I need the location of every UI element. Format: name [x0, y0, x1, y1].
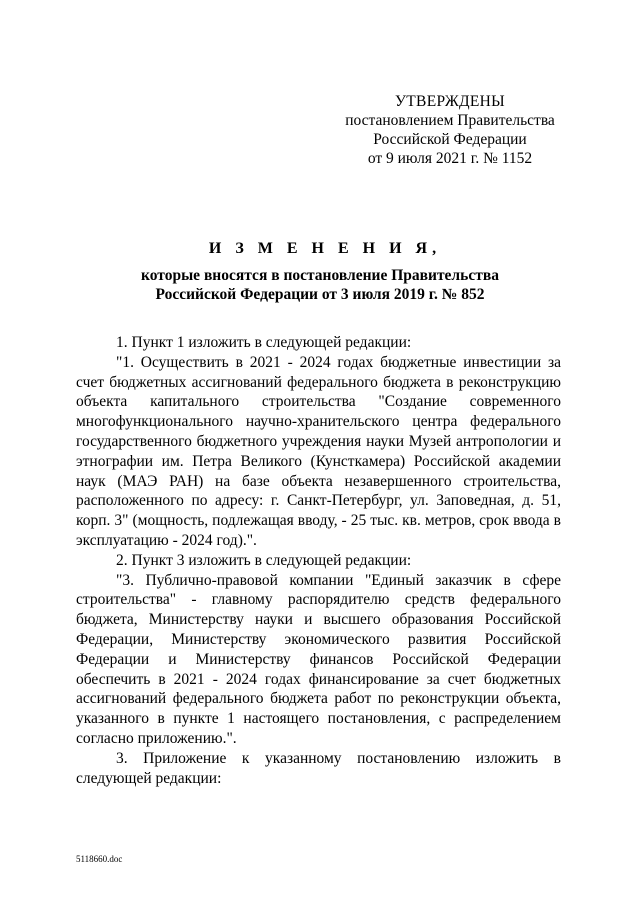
- approval-line-3: от 9 июля 2021 г. № 1152: [367, 150, 533, 167]
- paragraph: 1. Пункт 1 изложить в следующей редакции:: [116, 334, 412, 351]
- approval-block: [330, 92, 570, 168]
- approval-line-1: постановлением Правительства: [345, 112, 555, 129]
- document-heading: [0, 238, 640, 304]
- document-body: [76, 333, 561, 788]
- approval-title: УТВЕРЖДЕНЫ: [395, 93, 505, 110]
- paragraph: "1. Осуществить в 2021 - 2024 годах бюджетные инвестиции за счет бюджетных ассигнований федерального бюджета в реконструкцию объекта капитального строительства "Создание современного многофункционального научно-хранительского центра федерального государственного бюджетного учреждения науки Музей антропологии и этнографии им. Петра Великого (Кунсткамера) Российской академии наук (МАЭ РАН) на базе объекта незавершенного строительства, расположенного по адресу: г. Санкт-Петербург, ул. Заповедная, д. 51, корп. 3" (мощность, подлежащая вводу, - 25 тыс. кв. метров, срок ввода в эксплуатацию - 2024 год).".: [76, 353, 561, 549]
- paragraph: 3. Приложение к указанному постановлению изложить в следующей редакции:: [76, 749, 561, 787]
- document-title: И З М Е Н Е Н И Я,: [208, 240, 442, 257]
- document-subtitle: [0, 266, 640, 304]
- paragraph: 2. Пункт 3 изложить в следующей редакции:: [116, 551, 412, 569]
- paragraph: "3. Публично-правовой компании "Единый заказчик в сфере строительства" - главному распорядителю средств федерального бюджета, Министерству науки и высшего образования Российской Федерации, Министерству экономического развития Российской Федерации и Министерству финансов Российской Федерации обеспечить в 2021 - 2024 годах финансирование за счет бюджетных ассигнований федерального бюджета работ по реконструкции объекта, указанного в пункте 1 настоящего постановления, с распределением согласно приложению.".: [76, 571, 561, 747]
- approval-line-2: Российской Федерации: [373, 131, 527, 148]
- document-file-code: 5118660.doc: [76, 854, 123, 864]
- subtitle-line-1: которые вносятся в постановление Правительства: [141, 267, 499, 284]
- subtitle-line-2: Российской Федерации от 3 июля 2019 г. № 852: [155, 286, 485, 303]
